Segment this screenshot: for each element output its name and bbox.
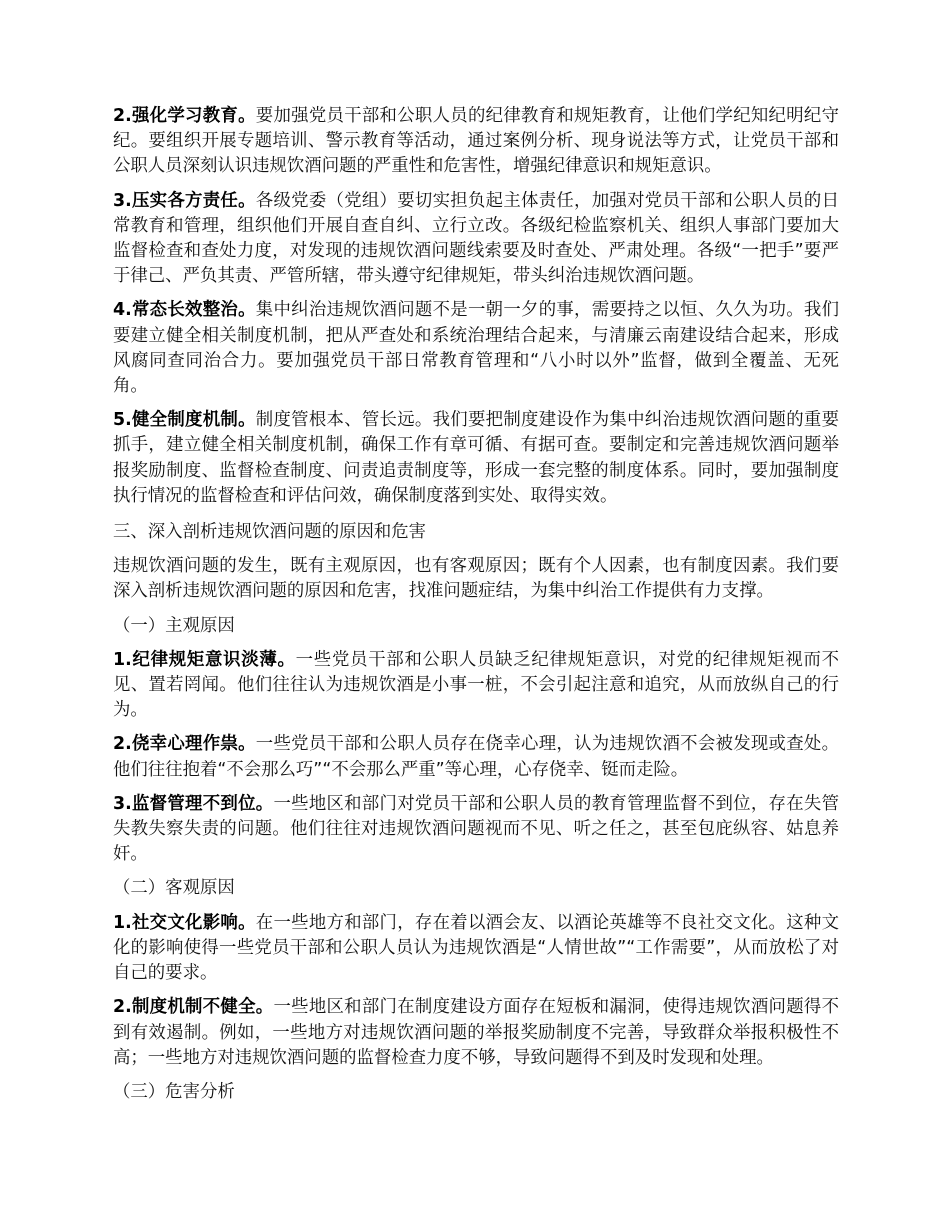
paragraph-lead-label: 1.纪律规矩意识淡薄。	[113, 649, 296, 670]
paragraph-lead-label: 1.社交文化影响。	[113, 912, 256, 933]
paragraph-incomplete-institutional-mechanism	[113, 995, 839, 1071]
paragraph-body-text: 要加强党员干部和公职人员的纪律教育和规矩教育，让他们学纪知纪明纪守纪。要组织开展专题培训、警示教育等活动，通过案例分析、现身说法等方式，让党员干部和公职人员深刻认识违规饮酒问题的严重性和危害性，增强纪律意识和规矩意识。	[113, 106, 839, 177]
paragraph-luck-mentality	[113, 732, 839, 782]
paragraph-lead-label: 2.强化学习教育。	[113, 106, 256, 126]
subsection-heading-subjective-causes: （一）主观原因	[113, 615, 235, 636]
paragraph-lead-label: 5.健全制度机制。	[113, 410, 256, 431]
section-heading-three: 三、深入剖析违规饮酒问题的原因和危害	[113, 522, 427, 543]
subsection-heading-harm-analysis: （三）危害分析	[113, 1081, 235, 1102]
paragraph-body-text: 在一些地方和部门，存在着以酒会友、以酒论英雄等不良社交文化。这种文化的影响使得一些党员干部和公职人员认为违规饮酒是“人情世故”“工作需要”，从而放松了对自己的要求。	[113, 912, 839, 984]
subsection-heading-objective-causes: （二）客观原因	[113, 878, 235, 899]
paragraph-improve-institutional-mechanism	[113, 408, 839, 509]
paragraph-normalized-longterm-rectification	[113, 298, 839, 399]
paragraph-lead-label: 3.压实各方责任。	[113, 190, 256, 211]
paragraph-consolidate-responsibility	[113, 189, 839, 290]
paragraph-social-culture-influence	[113, 911, 839, 987]
paragraph-section-three-introduction: 违规饮酒问题的发生，既有主观原因，也有客观原因；既有个人因素，也有制度因素。我们要深入剖析违规饮酒问题的原因和危害，找准问题症结，为集中纠治工作提供有力支撑。	[113, 556, 839, 602]
paragraph-body-text: 各级党委（党组）要切实担负起主体责任，加强对党员干部和公职人员的日常教育和管理，组织他们开展自查自纠、立行立改。各级纪检监察机关、组织人事部门要加大监督检查和查处力度，对发现的违规饮酒问题线索要及时查处、严肃处理。各级“一把手”要严于律己、严负其责、严管所辖，带头遵守纪律规矩，带头纠治违规饮酒问题。	[113, 190, 839, 287]
paragraph-weak-discipline-awareness	[113, 648, 839, 724]
paragraph-body-text: 一些党员干部和公职人员缺乏纪律规矩意识，对党的纪律规矩视而不见、置若罔闻。他们往往认为违规饮酒是小事一桩，不会引起注意和追究，从而放纵自己的行为。	[113, 649, 839, 721]
paragraph-body-text: 一些党员干部和公职人员存在侥幸心理，认为违规饮酒不会被发现或查处。他们往往抱着“不会那么巧”“不会那么严重”等心理，心存侥幸、铤而走险。	[113, 734, 839, 780]
paragraph-inadequate-supervision	[113, 792, 839, 868]
paragraph-strengthen-study-education	[113, 104, 839, 180]
paragraph-body-text: 集中纠治违规饮酒问题不是一朝一夕的事，需要持之以恒、久久为功。我们要建立健全相关制度机制，把从严查处和系统治理结合起来，与清廉云南建设结合起来，形成风腐同查同治合力。要加强党员干部日常教育管理和“八小时以外”监督，做到全覆盖、无死角。	[113, 300, 839, 397]
paragraph-lead-label: 2.侥幸心理作祟。	[113, 734, 256, 755]
paragraph-lead-label: 4.常态长效整治。	[113, 300, 256, 321]
paragraph-lead-label: 3.监督管理不到位。	[113, 793, 274, 814]
paragraph-body-text: 一些地区和部门在制度建设方面存在短板和漏洞，使得违规饮酒问题得不到有效遏制。例如，一些地方对违规饮酒问题的举报奖励制度不完善，导致群众举报积极性不高；一些地方对违规饮酒问题的监督检查力度不够，导致问题得不到及时发现和处理。	[113, 997, 839, 1068]
document-text-body	[113, 104, 839, 1114]
paragraph-lead-label: 2.制度机制不健全。	[113, 997, 274, 1018]
paragraph-body-text: 制度管根本、管长远。我们要把制度建设作为集中纠治违规饮酒问题的重要抓手，建立健全相关制度机制，确保工作有章可循、有据可查。要制定和完善违规饮酒问题举报奖励制度、监督检查制度、问责追责制度等，形成一套完整的制度体系。同时，要加强制度执行情况的监督检查和评估问效，确保制度落到实处、取得实效。	[113, 410, 839, 506]
paragraph-body-text: 一些地区和部门对党员干部和公职人员的教育管理监督不到位，存在失管失教失察失责的问题。他们往往对违规饮酒问题视而不见、听之任之，甚至包庇纵容、姑息养奸。	[113, 793, 839, 865]
